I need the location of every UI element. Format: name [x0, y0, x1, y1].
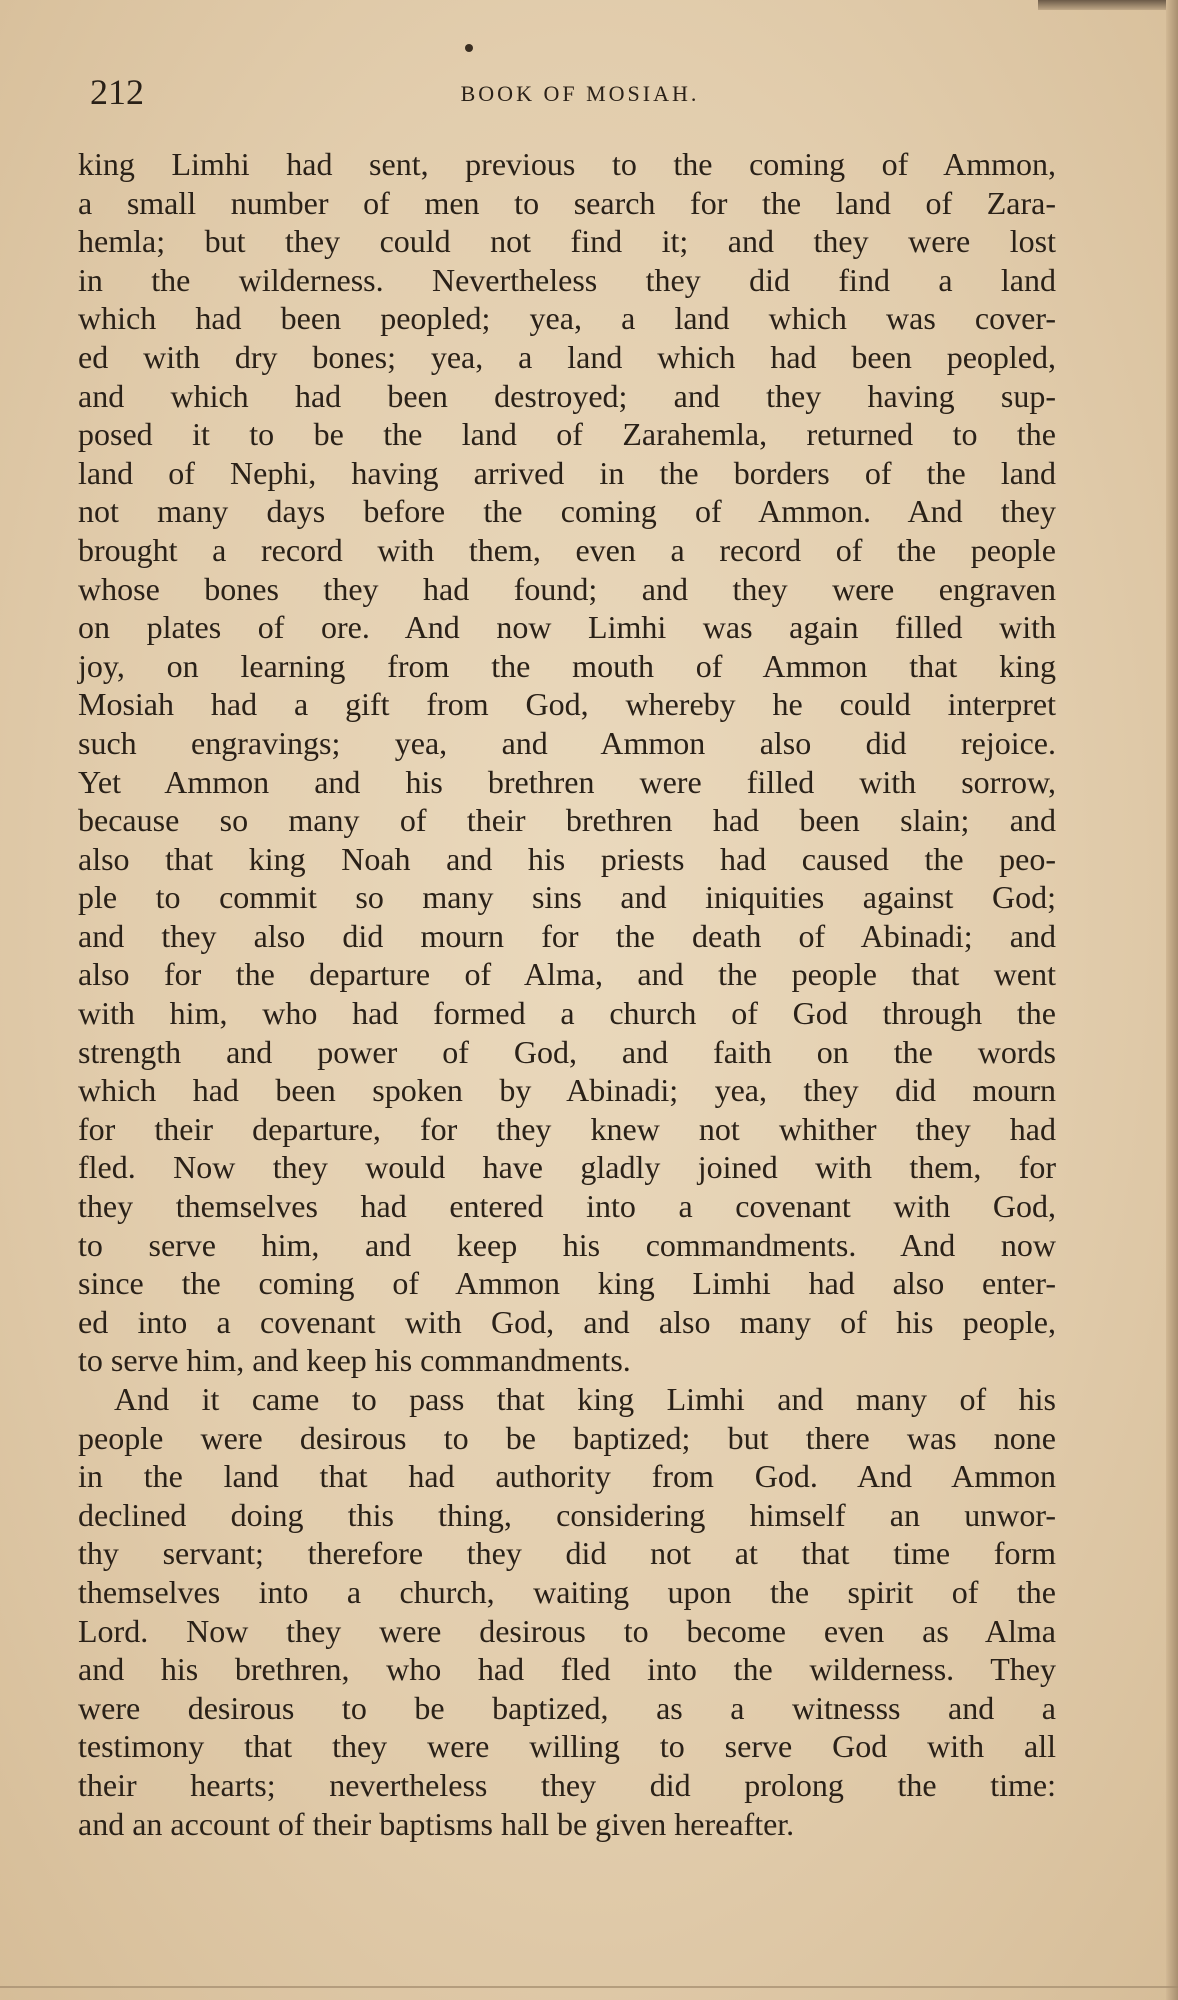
text-line: and they also did mourn for the death of Abinadi; and [78, 917, 1056, 954]
text-line: for their departure, for they knew not whither they had [78, 1110, 1056, 1147]
text-line: Yet Ammon and his brethren were filled with sorrow, [78, 763, 1056, 800]
paragraph-start-line: And it came to pass that king Limhi and many of his [114, 1381, 1056, 1417]
text-line: ple to commit so many sins and iniquities against God; [78, 879, 1056, 916]
paragraph-end-line: to serve him, and keep his commandments. [78, 1342, 631, 1379]
text-line: king Limhi had sent, previous to the coming of Ammon, [78, 146, 1056, 182]
text-line: Lord. Now they were desirous to become even as Alma [78, 1612, 1056, 1649]
text-line: joy, on learning from the mouth of Ammon that king [78, 647, 1056, 684]
text-line: in the land that had authority from God. And Ammon [78, 1458, 1056, 1495]
text-line: brought a record with them, even a record of the people [78, 531, 1056, 568]
paragraph-end-line: and an account of their baptisms hall be given hereafter. [78, 1805, 795, 1842]
page-header [90, 72, 1070, 116]
text-line: themselves into a church, waiting upon the spirit of the [78, 1573, 1056, 1610]
text-line: and his brethren, who had fled into the wilderness. They [78, 1651, 1056, 1688]
text-line: on plates of ore. And now Limhi was again filled with [78, 609, 1056, 646]
page-right-edge [1166, 0, 1178, 2000]
page-bottom-rule [0, 1986, 1178, 1988]
text-line: which had been peopled; yea, a land which was cover- [78, 300, 1056, 337]
text-line: to serve him, and keep his commandments. And now [78, 1226, 1056, 1263]
text-line: declined doing this thing, considering himself an unwor- [78, 1496, 1056, 1533]
text-line: Mosiah had a gift from God, whereby he could interpret [78, 686, 1056, 723]
text-line: they themselves had entered into a covenant with God, [78, 1188, 1056, 1225]
text-line: ed into a covenant with God, and also many of his people, [78, 1303, 1056, 1340]
text-line: whose bones they had found; and they were engraven [78, 570, 1056, 607]
text-line: were desirous to be baptized, as a witnesss and a [78, 1689, 1056, 1726]
text-line: which had been spoken by Abinadi; yea, they did mourn [78, 1072, 1056, 1109]
text-line: not many days before the coming of Ammon. And they [78, 493, 1056, 530]
text-line: and which had been destroyed; and they having sup- [78, 377, 1056, 414]
text-line: because so many of their brethren had been slain; and [78, 802, 1056, 839]
text-line: strength and power of God, and faith on the words [78, 1033, 1056, 1070]
text-line: their hearts; nevertheless they did prolong the time: [78, 1766, 1056, 1803]
text-line: such engravings; yea, and Ammon also did rejoice. [78, 724, 1056, 761]
text-line: land of Nephi, having arrived in the borders of the land [78, 454, 1056, 491]
text-line: in the wilderness. Nevertheless they did find a land [78, 261, 1056, 298]
text-line: a small number of men to search for the land of Zara- [78, 184, 1056, 221]
text-line: with him, who had formed a church of God through the [78, 995, 1056, 1032]
text-line: also for the departure of Alma, and the people that went [78, 956, 1056, 993]
header-dot-ornament [465, 44, 473, 52]
page-number: 212 [90, 72, 144, 112]
text-line: posed it to be the land of Zarahemla, returned to the [78, 416, 1056, 453]
text-line: fled. Now they would have gladly joined with them, for [78, 1149, 1056, 1186]
text-line: ed with dry bones; yea, a land which had been peopled, [78, 338, 1056, 375]
body-text [78, 145, 1056, 1843]
text-line: thy servant; therefore they did not at that time form [78, 1535, 1056, 1572]
page-top-edge [1038, 0, 1178, 10]
text-line: testimony that they were willing to serve God with all [78, 1728, 1056, 1765]
text-line: also that king Noah and his priests had caused the peo- [78, 840, 1056, 877]
text-line: since the coming of Ammon king Limhi had also enter- [78, 1265, 1056, 1302]
text-line: hemla; but they could not find it; and they were lost [78, 223, 1056, 260]
text-line: people were desirous to be baptized; but there was none [78, 1419, 1056, 1456]
running-head: BOOK OF MOSIAH. [460, 81, 700, 106]
